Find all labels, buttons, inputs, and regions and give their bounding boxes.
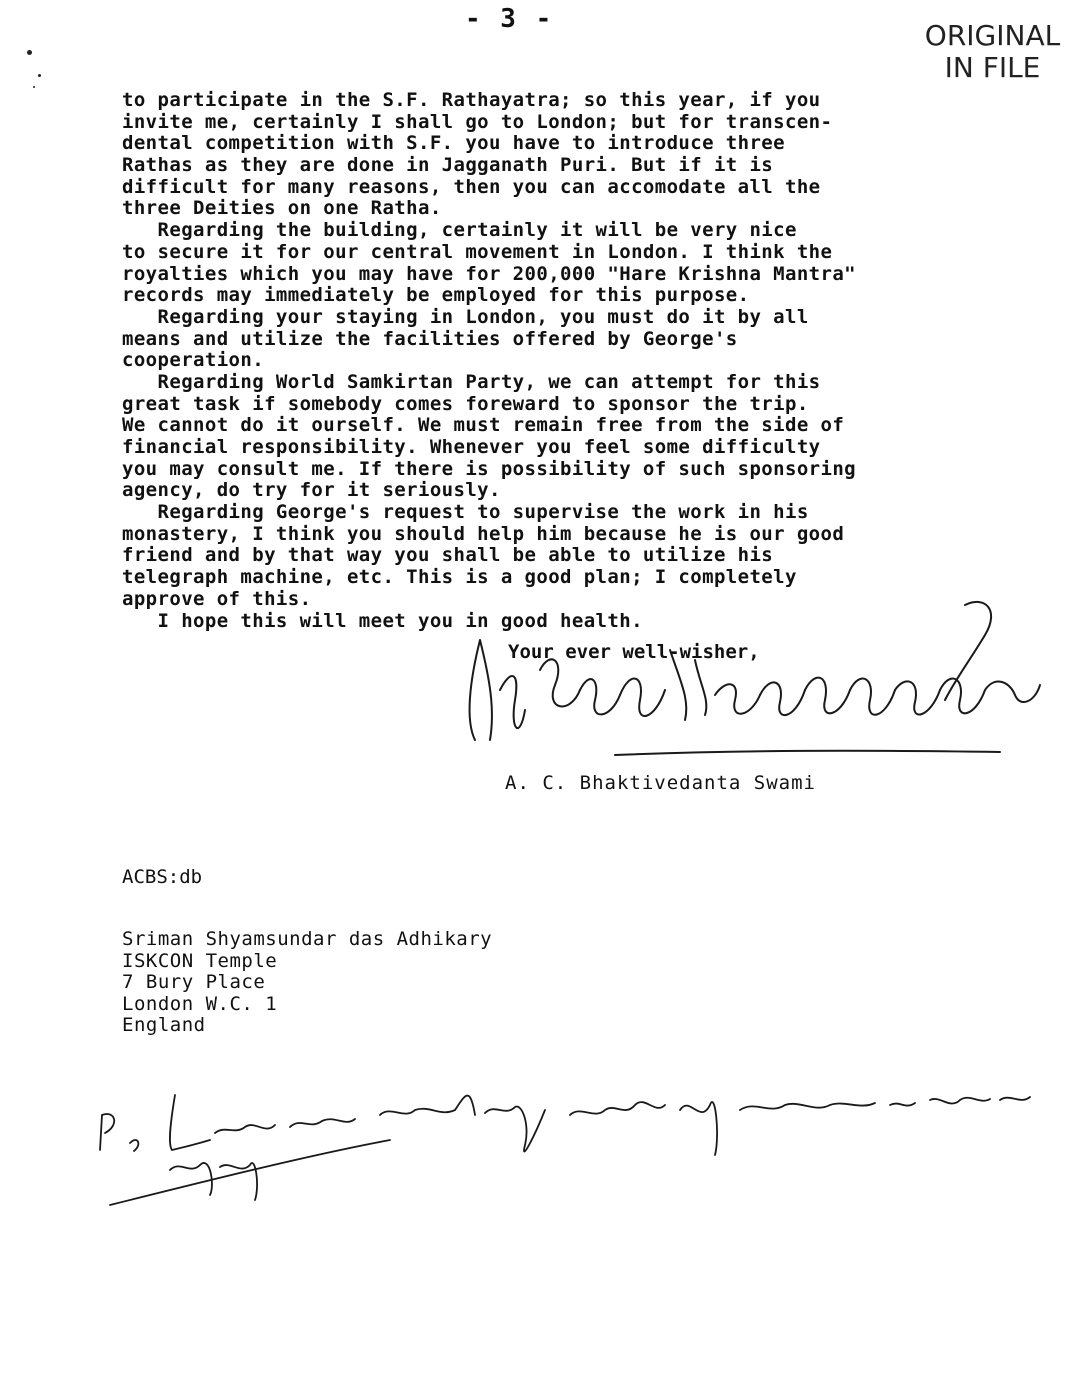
letter-line: Regarding the building, certainly it will be very nice (122, 219, 797, 242)
letter-line: cooperation. (122, 349, 265, 372)
letter-line: Regarding World Samkirtan Party, we can attempt for this (122, 370, 821, 393)
letter-line: three Deities on one Ratha. (122, 197, 442, 220)
letter-line: invite me, certainly I shall go to London; but for transcen- (122, 110, 833, 133)
letter-line: We cannot do it ourself. We must remain free from the side of (122, 414, 845, 437)
letter-line: telegraph machine, etc. This is a good plan; I completely (122, 566, 797, 589)
reference-initials: ACBS:db (122, 866, 203, 888)
margin-mark (33, 86, 35, 88)
letter-line: difficult for many reasons, then you can accomodate all the (122, 175, 821, 198)
address-line: England (122, 1014, 206, 1036)
letter-body (122, 90, 972, 632)
signature (440, 590, 1060, 770)
letter-line: dental competition with S.F. you have to introduce three (122, 132, 785, 155)
letter-line: I hope this will meet you in good health. (122, 609, 643, 632)
address-line: Sriman Shyamsundar das Adhikary (122, 928, 493, 950)
letter-line: royalties which you may have for 200,000 "Hare Krishna Mantra" (122, 262, 857, 285)
address-line: 7 Bury Place (122, 971, 266, 993)
letter-line: financial responsibility. Whenever you feel some difficulty (122, 436, 821, 458)
letter-line: you may consult me. If there is possibility of such sponsoring (122, 457, 857, 480)
letter-line: records may immediately be employed for this purpose. (122, 284, 750, 307)
typed-signature-name: A. C. Bhaktivedanta Swami (505, 772, 816, 794)
stamp-line-1: ORIGINAL (924, 19, 1061, 52)
original-in-file-stamp (920, 20, 1065, 84)
letter-line: approve of this. (122, 587, 312, 610)
recipient-address (122, 929, 492, 1037)
letter-line: friend and by that way you shall be able to utilize his (122, 544, 774, 567)
margin-mark (38, 74, 41, 77)
letter-line: means and utilize the facilities offered by George's (122, 327, 738, 350)
stamp-line-2: IN FILE (944, 51, 1041, 84)
letter-line: great task if somebody comes foreward to sponsor the trip. (122, 392, 809, 415)
address-line: ISKCON Temple (122, 949, 278, 972)
letter-line: agency, do try for it seriously. (122, 479, 501, 502)
margin-mark (27, 50, 32, 55)
letter-line: monastery, I think you should help him because he is our good (122, 522, 845, 545)
letter-line: Rathas as they are done in Jagganath Puri. But if it is (122, 154, 774, 177)
letter-line: Regarding your staying in London, you must do it by all (122, 305, 809, 328)
letter-line: to participate in the S.F. Rathayatra; so this year, if you (122, 89, 821, 111)
handwritten-postscript (90, 1055, 1050, 1215)
closing-text: Your ever well-wisher, (508, 641, 760, 663)
address-line: London W.C. 1 (122, 992, 278, 1015)
letter-line: Regarding George's request to supervise the work in his (122, 501, 809, 524)
letter-line: to secure it for our central movement in London. I think the (122, 240, 833, 263)
page-number: - 3 - (465, 4, 554, 34)
